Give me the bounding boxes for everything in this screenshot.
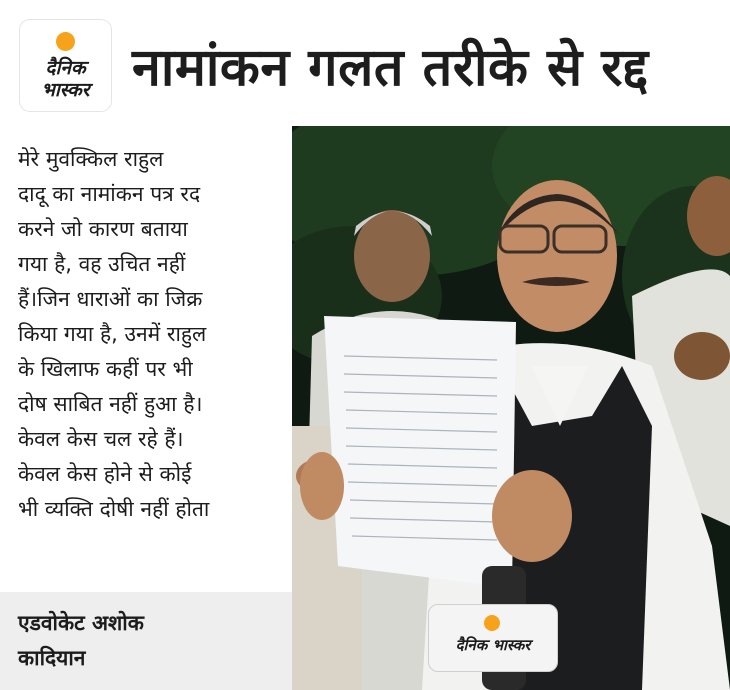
- sun-icon: [56, 32, 75, 51]
- mic-logo-text: दैनिक भास्कर: [455, 636, 531, 654]
- quote-line: हैं।जिन धाराओं का जिक्र: [18, 287, 203, 311]
- quote-line: करने जो कारण बताया: [18, 217, 188, 241]
- quote-line: केवल केस होने से कोई: [18, 462, 192, 486]
- quote-line: के खिलाफ कहीं पर भी: [18, 357, 193, 381]
- quote-line: गया है, वह उचित नहीं: [18, 252, 186, 276]
- microphone-logo: [428, 604, 558, 672]
- quote-line: भी व्यक्ति दोषी नहीं होता: [18, 497, 210, 521]
- dainik-bhaskar-logo: [20, 20, 111, 111]
- logo-text-line1: दैनिक: [45, 57, 86, 79]
- quote-line: किया गया है, उनमें राहुल: [18, 322, 207, 346]
- logo-text-line2: भास्कर: [41, 79, 90, 101]
- author-box: [0, 592, 292, 690]
- headline: नामांकन गलत तरीके से रद्द: [132, 38, 649, 98]
- author-name: [18, 606, 284, 676]
- author-line1: एडवोकेट अशोक: [18, 611, 144, 635]
- author-line2: कादियान: [18, 646, 86, 670]
- quote-line: दोष साबित नहीं हुआ है।: [18, 392, 203, 416]
- quote-line: दादू का नामांकन पत्र रद: [18, 182, 201, 206]
- quote-text: [18, 142, 284, 582]
- sun-icon: [484, 615, 500, 631]
- quote-line: मेरे मुवक्किल राहुल: [18, 147, 164, 171]
- quote-line: केवल केस चल रहे हैं।: [18, 427, 184, 451]
